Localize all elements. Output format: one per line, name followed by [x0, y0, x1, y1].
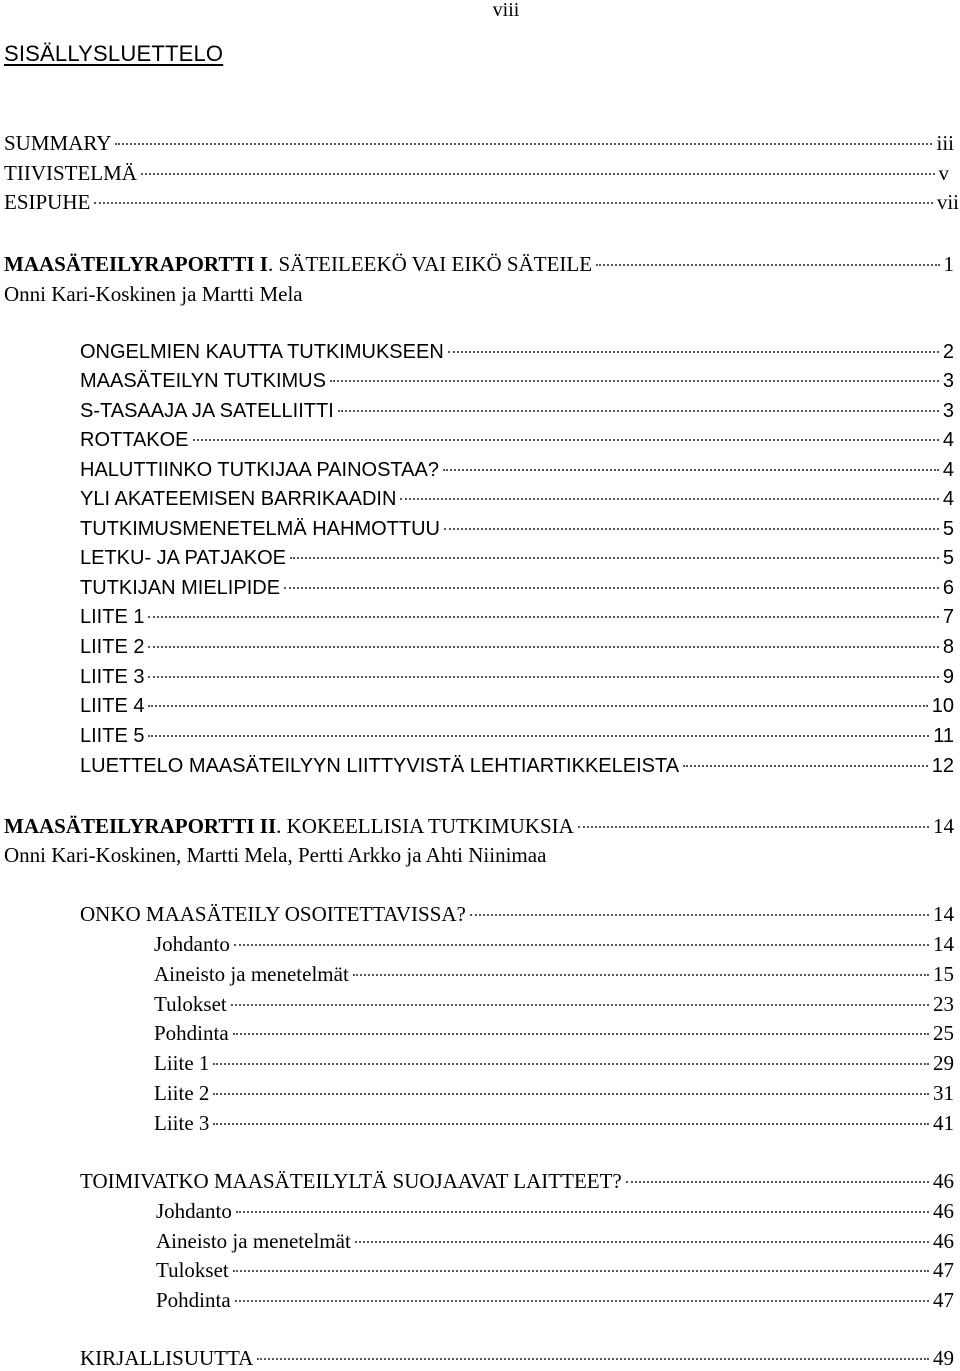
section-heading: TOIMIVATKO MAASÄTEILYLTÄ SUOJAAVAT LAITTEET? 46	[80, 1169, 954, 1193]
toc-entry: LIITE 5 11	[80, 725, 954, 747]
dot-leader	[355, 1241, 929, 1243]
part1-heading: MAASÄTEILYRAPORTTI I. SÄTEILEEKÖ VAI EIKÖ SÄTEILE 1	[4, 252, 954, 276]
toc-entry: Aineisto ja menetelmät 46	[156, 1229, 954, 1253]
toc-entry: LIITE 1 7	[80, 606, 954, 628]
dot-leader	[284, 587, 939, 589]
toc-entry: ONGELMIEN KAUTTA TUTKIMUKSEEN 2	[80, 341, 954, 363]
dot-leader	[148, 646, 938, 648]
toc-entry: LIITE 2 8	[80, 636, 954, 658]
dot-leader	[115, 143, 932, 145]
page-number: viii	[492, 0, 520, 21]
dot-leader	[231, 1004, 929, 1006]
toc-entry: TUTKIMUSMENETELMÄ HAHMOTTUU 5	[80, 518, 954, 540]
dot-leader	[236, 1211, 929, 1213]
dot-leader	[257, 1358, 929, 1360]
toc-entry: S-TASAAJA JA SATELLIITTI 3	[80, 400, 954, 422]
dot-leader	[338, 410, 939, 412]
dot-leader	[234, 944, 929, 946]
dot-leader	[470, 914, 929, 916]
dot-leader	[148, 676, 938, 678]
dot-leader	[683, 765, 928, 767]
toc-entry: LUETTELO MAASÄTEILYYN LIITTYVISTÄ LEHTIARTIKKELEISTA 12	[80, 755, 954, 777]
section-heading: ONKO MAASÄTEILY OSOITETTAVISSA? 14	[80, 902, 954, 926]
dot-leader	[148, 616, 938, 618]
toc-entry: Liite 3 41	[154, 1111, 954, 1135]
dot-leader	[353, 974, 929, 976]
toc-entry: MAASÄTEILYN TUTKIMUS 3	[80, 370, 954, 392]
toc-entry: Aineisto ja menetelmät 15	[154, 962, 954, 986]
toc-entry: Pohdinta 47	[156, 1288, 954, 1312]
toc-entry: Liite 1 29	[154, 1051, 954, 1075]
toc-entry-tiivistelma: TIIVISTELMÄ v	[4, 161, 949, 185]
toc-entry-summary: SUMMARY iii	[4, 131, 954, 155]
dot-leader	[233, 1033, 929, 1035]
toc-entry: YLI AKATEEMISEN BARRIKAADIN 4	[80, 488, 954, 510]
dot-leader	[233, 1270, 929, 1272]
dot-leader	[626, 1181, 929, 1183]
toc-entry: LIITE 3 9	[80, 666, 954, 688]
dot-leader	[578, 826, 929, 828]
dot-leader	[213, 1123, 929, 1125]
toc-entry: Liite 2 31	[154, 1081, 954, 1105]
toc-entry: LIITE 4 10	[80, 695, 954, 717]
toc-entry: Pohdinta 25	[154, 1021, 954, 1045]
toc-entry: ROTTAKOE 4	[80, 429, 954, 451]
dot-leader	[290, 557, 939, 559]
toc-entry: Tulokset 47	[156, 1258, 954, 1282]
dot-leader	[330, 380, 939, 382]
toc-entry: Tulokset 23	[154, 992, 954, 1016]
dot-leader	[596, 264, 939, 266]
dot-leader	[193, 439, 939, 441]
dot-leader	[448, 351, 939, 353]
part2-authors: Onni Kari-Koskinen, Martti Mela, Pertti Arkko ja Ahti Niinimaa	[4, 843, 547, 867]
dot-leader	[400, 498, 938, 500]
dot-leader	[213, 1063, 929, 1065]
toc-entry: HALUTTIINKO TUTKIJAA PAINOSTAA? 4	[80, 459, 954, 481]
toc-entry: Johdanto 46	[156, 1199, 954, 1223]
part2-heading: MAASÄTEILYRAPORTTI II. KOKEELLISIA TUTKIMUKSIA 14	[4, 814, 954, 838]
dot-leader	[141, 173, 935, 175]
toc-entry: Johdanto 14	[154, 932, 954, 956]
dot-leader	[235, 1300, 929, 1302]
dot-leader	[148, 705, 927, 707]
toc-entry: TUTKIJAN MIELIPIDE 6	[80, 577, 954, 599]
dot-leader	[444, 528, 939, 530]
dot-leader	[443, 469, 939, 471]
toc-entry: LETKU- JA PATJAKOE 5	[80, 547, 954, 569]
toc-entry-references: KIRJALLISUUTTA 49	[80, 1346, 954, 1370]
dot-leader	[148, 735, 929, 737]
page-title: SISÄLLYSLUETTELO	[4, 41, 224, 66]
toc-entry-esipuhe: ESIPUHE vii	[4, 190, 959, 214]
dot-leader	[94, 202, 932, 204]
dot-leader	[213, 1093, 929, 1095]
part1-authors: Onni Kari-Koskinen ja Martti Mela	[4, 282, 303, 306]
